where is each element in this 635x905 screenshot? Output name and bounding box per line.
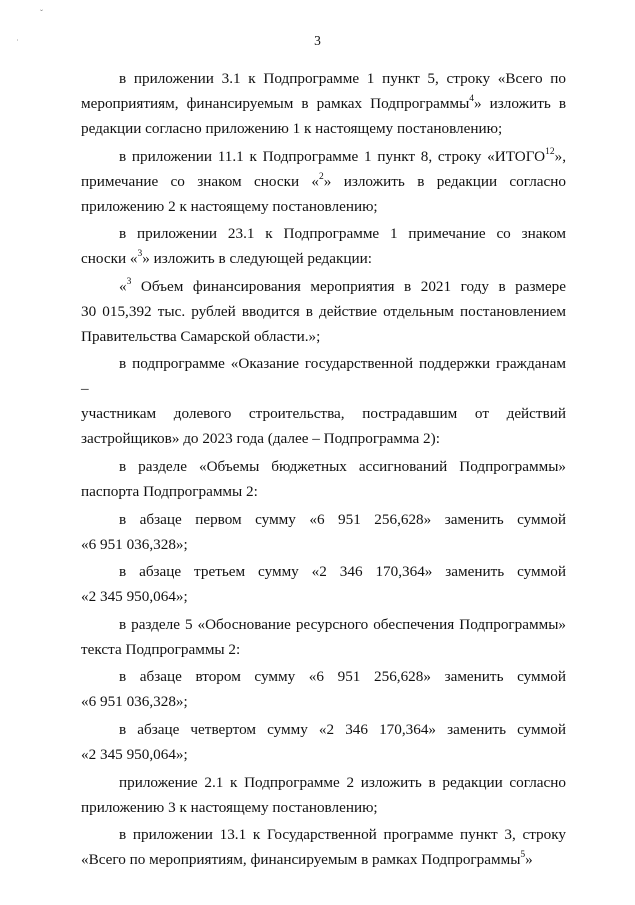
text-line [81,246,566,271]
footnote-marker: 3 [126,276,132,287]
text-run: приложение 2.1 к Подпрограмме 2 изложить в редакции согласно [119,773,566,791]
text-run: 30 015,392 тыс. рублей вводится в действие отдельным постановлением [81,302,566,320]
text-line [81,351,566,401]
text-line [81,717,566,742]
text-run: приложению 2 к настоящему постановлению; [81,197,378,215]
text-line [81,426,566,451]
scan-mark: ˇ [40,8,43,18]
text-run: », [554,147,566,165]
text-line [81,689,566,714]
text-line [81,454,566,479]
text-run: застройщиков» до 2023 года (далее – Подпрограмма 2): [81,430,440,448]
paragraph [81,274,566,349]
text-run: в приложении 11.1 к Подпрограмме 1 пункт 8, строку «ИТОГО [119,147,546,165]
text-run: Объем финансирования мероприятия в 2021 году в размере [131,277,566,295]
text-line [81,116,566,141]
text-line [81,822,566,847]
text-line [81,637,566,662]
text-line [81,221,566,246]
text-line [81,770,566,795]
text-run: паспорта Подпрограммы 2: [81,482,258,500]
text-line [81,559,566,584]
text-line [81,91,566,116]
paragraph [81,66,566,141]
text-run: текста Подпрограммы 2: [81,640,241,658]
paragraph [81,221,566,271]
text-line [81,612,566,637]
paragraph [81,822,566,872]
text-run: в абзаце третьем сумму «2 346 170,364» заменить суммой [119,563,566,581]
paragraph [81,351,566,451]
footnote-marker: 12 [545,146,555,157]
text-run: «Всего по мероприятиям, финансируемым в рамках Подпрограммы [81,851,521,869]
text-line [81,66,566,91]
text-run: в подпрограмме «Оказание государственной поддержки гражданам – [81,355,566,398]
text-line [81,742,566,767]
text-line [81,664,566,689]
text-run: в приложении 23.1 к Подпрограмме 1 примечание со знаком [119,225,566,243]
paragraph [81,507,566,557]
paragraph [81,770,566,820]
text-run: мероприятиям, финансируемым в рамках Подпрограммы [81,95,470,112]
paragraph [81,559,566,609]
text-run: «2 345 950,064»; [81,588,188,606]
text-run: » [525,851,533,869]
text-line [81,401,566,426]
text-line [81,169,566,194]
text-run: в абзаце первом сумму «6 951 256,628» заменить суммой [119,510,566,528]
footnote-marker: 4 [469,93,475,104]
paragraph [81,144,566,219]
text-run: в разделе 5 «Обоснование ресурсного обеспечения Подпрограммы» [119,615,566,633]
text-run: » изложить в редакции согласно [323,172,567,190]
text-run: приложению 3 к настоящему постановлению; [81,798,378,816]
text-line [81,194,566,219]
text-line [81,144,566,169]
footnote-marker: 3 [137,249,143,260]
text-run: в абзаце втором сумму «6 951 256,628» заменить суммой [119,668,566,686]
text-line [81,324,566,349]
paragraph [81,454,566,504]
text-run: « [119,277,127,295]
text-run: «6 951 036,328»; [81,535,188,553]
scan-mark: ˙ [16,38,19,48]
text-line [81,507,566,532]
text-run: примечание со знаком сноски « [81,172,320,190]
text-run: в разделе «Объемы бюджетных ассигнований Подпрограммы» [119,457,566,475]
text-run: в приложении 3.1 к Подпрограмме 1 пункт 5, строку «Всего по [119,70,566,87]
text-run: в абзаце четвертом сумму «2 346 170,364» заменить суммой [119,720,566,738]
text-run: участникам долевого строительства, пострадавшим от действий [81,405,566,423]
text-line [81,584,566,609]
text-run: » изложить в следующей редакции: [142,250,372,268]
text-line [81,479,566,504]
document-body [81,66,566,875]
paragraph [81,664,566,714]
text-run: «2 345 950,064»; [81,745,188,763]
text-line [81,299,566,324]
text-run: редакции согласно приложению 1 к настоящему постановлению; [81,120,503,137]
footnote-marker: 5 [520,850,526,861]
text-line [81,847,566,872]
text-run: Правительства Самарской области.»; [81,327,321,345]
text-line [81,795,566,820]
page-number: 3 [314,33,321,48]
text-run: сноски « [81,250,138,268]
text-line [81,532,566,557]
paragraph [81,717,566,767]
text-run: » изложить в [474,95,567,112]
paragraph [81,612,566,662]
text-run: «6 951 036,328»; [81,693,188,711]
footnote-marker: 2 [319,171,324,182]
text-line [81,274,566,299]
text-run: в приложении 13.1 к Государственной программе пункт 3, строку [119,826,566,844]
